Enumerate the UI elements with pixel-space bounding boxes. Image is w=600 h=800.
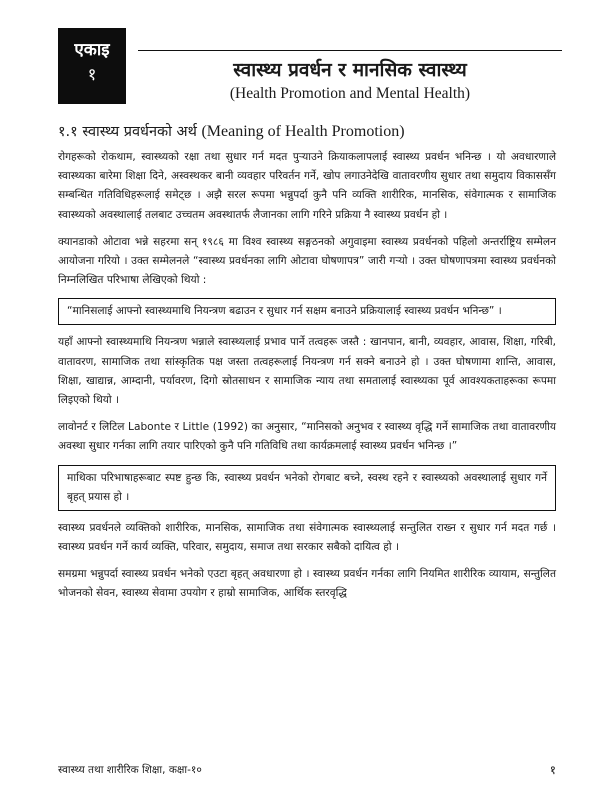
chapter-title: स्वास्थ्य प्रवर्धन र मानसिक स्वास्थ्य bbox=[233, 59, 467, 81]
paragraph-control: यहाँ आफ्नो स्वास्थ्यमाथि नियन्त्रण भन्नाले स्वास्थ्यलाई प्रभाव पार्ने तत्वहरू जस्तै : खानपान, बानी, व्यवहार, आवास, शिक्षा, गरिबी, वातावरण, सामाजिक तथा सांस्कृतिक पक्ष जस्ता तत्वहरूलाई नियन्त्रण गर्न सक्ने बनाउने हो । उक्त घोषणामा शान्ति, आवास, शिक्षा, खाद्यान्न, आम्दानी, पर्यावरण, दिगो स्रोतसाधन र सामाजिक न्याय तथा समतालाई स्वास्थ्यका पूर्व आवश्यकताहरूका रूपमा लिइएको थियो । bbox=[58, 336, 556, 407]
chapter-subtitle: (Health Promotion and Mental Health) bbox=[229, 85, 471, 102]
section-heading bbox=[58, 122, 556, 142]
page-number: १ bbox=[549, 763, 556, 777]
paragraph-ottawa: क्यानडाको ओटावा भन्ने सहरमा सन् १९८६ मा विश्व स्वास्थ्य सङ्गठनको अगुवाइमा स्वास्थ्य प्रवर्धनको पहिलो अन्तर्राष्ट्रिय सम्मेलन आयोजना गरियो । उक्त सम्मेलनले “स्वास्थ्य प्रवर्धनका लागि ओटावा घोषणापत्र” जारी गऱ्यो । उक्त घोषणापत्रमा स्वास्थ्य प्रवर्धनको निम्नलिखित परिभाषा लेखिएको थियो : bbox=[58, 235, 556, 287]
unit-number: १ bbox=[87, 65, 97, 85]
paragraph-overall: समग्रमा भन्नुपर्दा स्वास्थ्य प्रवर्धन भनेको एउटा बृहत् अवधारणा हो । स्वास्थ्य प्रवर्धन गर्नका लागि नियमित शारीरिक व्यायाम, सन्तुलित भोजनको सेवन, स्वास्थ्य सेवामा उपयोग र हाम्रो सामाजिक, आर्थिक स्तरवृद्धि bbox=[58, 568, 556, 600]
section-title-np: स्वास्थ्य प्रवर्धनको अर्थ bbox=[82, 124, 197, 140]
paragraph-labonte: लावोनर्ट र लिटिल Labonte र Little (1992) का अनुसार, “मानिसको अनुभव र स्वास्थ्य वृद्धि गर्ने सामाजिक तथा वातावरणीय अवस्था सुधार गर्नका लागि तयार पारिएको कुनै पनि गतिविधि तथा कार्यक्रमलाई स्वास्थ्य प्रवर्धन भनिन्छ ।” bbox=[58, 421, 556, 453]
page-content bbox=[58, 122, 556, 611]
summary-box: माथिका परिभाषाहरूबाट स्पष्ट हुन्छ कि, स्वास्थ्य प्रवर्धन भनेको रोगबाट बच्ने, स्वस्थ रहने र स्वास्थ्यको अवस्थालाई सुधार गर्ने बृहत् प्रयास हो । bbox=[58, 465, 556, 511]
paragraph-responsibility: स्वास्थ्य प्रवर्धनले व्यक्तिको शारीरिक, मानसिक, सामाजिक तथा संवेगात्मक स्वास्थ्यलाई सन्तुलित राख्न र सुधार गर्न मदत गर्छ । स्वास्थ्य प्रवर्धन गर्ने कार्य व्यक्ति, परिवार, समुदाय, समाज तथा सरकार सबैको दायित्व हो । bbox=[58, 521, 556, 553]
footer-book-title: स्वास्थ्य तथा शारीरिक शिक्षा, कक्षा-१० bbox=[58, 764, 202, 776]
section-title-en: (Meaning of Health Promotion) bbox=[201, 123, 405, 140]
definition-quote-box: “मानिसलाई आफ्नो स्वास्थ्यमाथि नियन्त्रण बढाउन र सुधार गर्न सक्षम बनाउने प्रक्रियालाई स्वास्थ्य प्रवर्धन भनिन्छ” । bbox=[58, 298, 556, 325]
section-number: १.१ bbox=[58, 124, 78, 140]
paragraph-intro: रोगहरूको रोकथाम, स्वास्थ्यको रक्षा तथा सुधार गर्न मदत पुऱ्याउने क्रियाकलापलाई स्वास्थ्य प्रवर्धन भनिन्छ । यो अवधारणाले स्वास्थ्यका बारेमा शिक्षा दिने, अस्वस्थकर बानी व्यवहार परिवर्तन गर्ने, खोप लगाउनेदेखि वातावरणीय सुधार तथा समुदाय विकाससँग सम्बन्धित गतिविधिहरूलाई समेट्छ । अझै सरल रूपमा भन्नुपर्दा कुनै पनि व्यक्ति शारीरिक, मानसिक, संवेगात्मक र सामाजिक स्वास्थ्यको अवस्थालाई तलबाट उच्चतम अवस्थातर्फ लैजानका लागि गरिने प्रक्रिया नै स्वास्थ्य प्रवर्धन हो । bbox=[58, 151, 556, 221]
unit-label: एकाइ bbox=[74, 40, 110, 60]
title-rule bbox=[138, 50, 562, 51]
unit-badge bbox=[58, 28, 126, 104]
